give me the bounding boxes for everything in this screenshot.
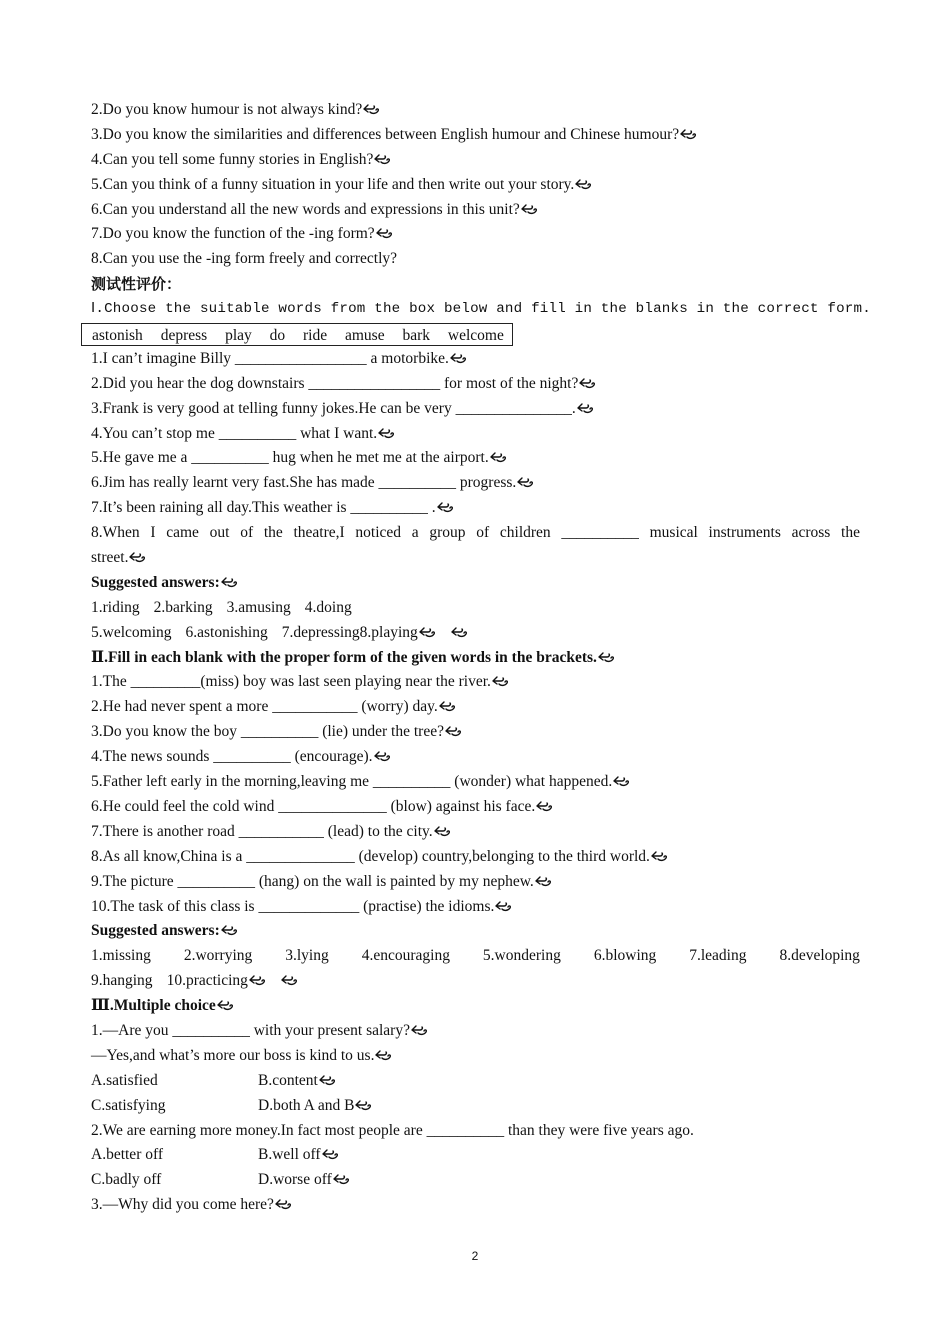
option: D.both A and B xyxy=(258,1096,355,1114)
answer-item: 6.astonishing xyxy=(185,623,268,641)
word-box-item: ride xyxy=(303,327,328,345)
answer-item: 8.developing xyxy=(779,947,860,965)
section1-item8-line2: street. xyxy=(91,546,860,571)
section1-item: 3.Frank is very good at telling funny jokes.He can be very _______________. xyxy=(91,397,860,422)
review-question: 8.Can you use the -ing form freely and correctly? xyxy=(91,250,398,268)
word-box-item: bark xyxy=(402,327,431,345)
answer-item: 5.welcoming xyxy=(91,623,172,641)
section3-question: 2.We are earning more money.In fact most people are __________ than they were five years ago. xyxy=(91,1121,694,1139)
answer-item: 5.wondering xyxy=(482,947,561,965)
section1-item: 7.It’s been raining all day.This weather is __________ . xyxy=(91,496,860,521)
review-question: 7.Do you know the function of the -ing form? xyxy=(91,222,860,247)
option: C.badly off xyxy=(91,1171,162,1189)
word-box-item: depress xyxy=(160,327,208,345)
answer-item: 1.missing xyxy=(91,947,151,965)
section2-item: 8.As all know,China is a ______________ (develop) country,belonging to the third world. xyxy=(91,845,860,870)
answer-item: 7.leading xyxy=(689,947,747,965)
paragraph-mark-icon xyxy=(536,800,553,812)
option-row xyxy=(91,1094,860,1119)
section2-item: 7.There is another road ___________ (lead) to the city. xyxy=(91,820,860,845)
paragraph-mark-icon xyxy=(281,974,298,986)
section1-item8-line1: 8.When I came out of the theatre,I noticed a group of children __________ musical instruments across the xyxy=(91,524,860,542)
paragraph-mark-icon xyxy=(249,974,266,986)
section3-heading: Ⅲ.Multiple choice xyxy=(91,994,860,1019)
assessment-heading: 测试性评价： xyxy=(91,275,182,294)
section2-item: 5.Father left early in the morning,leaving me __________ (wonder) what happened. xyxy=(91,770,860,795)
word-box-item: do xyxy=(269,327,286,345)
word-box-item: welcome xyxy=(447,327,504,345)
section1-item: 5.He gave me a __________ hug when he met me at the airport. xyxy=(91,446,860,471)
paragraph-mark-icon xyxy=(575,178,592,190)
paragraph-mark-icon xyxy=(376,227,393,239)
paragraph-mark-icon xyxy=(492,675,509,687)
section2-item: 6.He could feel the cold wind ______________ (blow) against his face. xyxy=(91,795,860,820)
section2-item: 1.The _________(miss) boy was last seen playing near the river. xyxy=(91,670,860,695)
paragraph-mark-icon xyxy=(221,924,238,936)
section1-answers-row2 xyxy=(91,621,860,646)
option: C.satisfying xyxy=(91,1096,166,1114)
paragraph-mark-icon xyxy=(363,103,380,115)
paragraph-mark-icon xyxy=(445,725,462,737)
paragraph-mark-icon xyxy=(613,775,630,787)
page-content xyxy=(91,98,871,1218)
answer-item: 2.barking xyxy=(153,598,213,616)
paragraph-mark-icon xyxy=(322,1148,339,1160)
review-question: 3.Do you know the similarities and differences between English humour and Chinese humour? xyxy=(91,123,860,148)
section1-instruction: Ⅰ.Choose the suitable words from the box below and fill in the blanks in the correct form. xyxy=(91,301,871,318)
review-question: 4.Can you tell some funny stories in English? xyxy=(91,148,860,173)
review-question: 5.Can you think of a funny situation in your life and then write out your story. xyxy=(91,173,860,198)
paragraph-mark-icon xyxy=(451,626,468,638)
section2-item: 2.He had never spent a more ___________ (worry) day. xyxy=(91,695,860,720)
section1-item: 4.You can’t stop me __________ what I want. xyxy=(91,422,860,447)
paragraph-mark-icon xyxy=(680,128,697,140)
paragraph-mark-icon xyxy=(437,501,454,513)
paragraph-mark-icon xyxy=(598,651,615,663)
paragraph-mark-icon xyxy=(535,875,552,887)
option: A.better off xyxy=(91,1146,164,1164)
option-row xyxy=(91,1168,860,1193)
option: A.satisfied xyxy=(91,1071,158,1089)
paragraph-mark-icon xyxy=(579,377,596,389)
paragraph-mark-icon xyxy=(275,1198,292,1210)
option-row xyxy=(91,1069,860,1094)
review-question: 6.Can you understand all the new words and expressions in this unit? xyxy=(91,198,860,223)
paragraph-mark-icon xyxy=(521,203,538,215)
answer-item: 6.blowing xyxy=(593,947,657,965)
section1-item: 1.I can’t imagine Billy _________________ a motorbike. xyxy=(91,347,860,372)
section2-item: 10.The task of this class is _____________ (practise) the idioms. xyxy=(91,895,860,920)
paragraph-mark-icon xyxy=(439,700,456,712)
word-box xyxy=(81,323,513,346)
paragraph-mark-icon xyxy=(450,352,467,364)
page-number: 2 xyxy=(471,1249,479,1263)
paragraph-mark-icon xyxy=(651,850,668,862)
section3-question: 1.—Are you __________ with your present salary? xyxy=(91,1019,860,1044)
paragraph-mark-icon xyxy=(355,1099,372,1111)
section3-question: 3.—Why did you come here? xyxy=(91,1193,860,1218)
option: D.worse off xyxy=(258,1171,332,1189)
option-row xyxy=(91,1143,860,1168)
section1-item: 6.Jim has really learnt very fast.She has made __________ progress. xyxy=(91,471,860,496)
section1-answers-label: Suggested answers: xyxy=(91,571,860,596)
section2-item: 9.The picture __________ (hang) on the wall is painted by my nephew. xyxy=(91,870,860,895)
paragraph-mark-icon xyxy=(490,451,507,463)
paragraph-mark-icon xyxy=(577,402,594,414)
section3-reply: —Yes,and what’s more our boss is kind to us. xyxy=(91,1044,860,1069)
word-box-item: astonish xyxy=(92,327,143,345)
paragraph-mark-icon xyxy=(375,1049,392,1061)
word-box-item: amuse xyxy=(344,327,385,345)
answer-item: 10.practicing xyxy=(166,972,248,990)
answer-item: 3.lying xyxy=(285,947,329,965)
paragraph-mark-icon xyxy=(221,576,238,588)
paragraph-mark-icon xyxy=(374,153,391,165)
paragraph-mark-icon xyxy=(495,900,512,912)
paragraph-mark-icon xyxy=(374,750,391,762)
paragraph-mark-icon xyxy=(434,825,451,837)
section2-answers-row2 xyxy=(91,969,860,994)
answer-item: 9.hanging xyxy=(91,972,153,990)
paragraph-mark-icon xyxy=(129,551,146,563)
paragraph-mark-icon xyxy=(333,1173,350,1185)
paragraph-mark-icon xyxy=(517,476,534,488)
section1-answers-row1 xyxy=(91,596,860,621)
section2-item: 3.Do you know the boy __________ (lie) under the tree? xyxy=(91,720,860,745)
answer-item: 4.doing xyxy=(304,598,352,616)
section1-item: 2.Did you hear the dog downstairs _________________ for most of the night? xyxy=(91,372,860,397)
section2-answers-row1 xyxy=(91,944,860,969)
paragraph-mark-icon xyxy=(319,1074,336,1086)
answer-item: 7.depressing8.playing xyxy=(281,623,418,641)
section2-heading: Ⅱ.Fill in each blank with the proper form of the given words in the brackets. xyxy=(91,646,860,671)
section2-item: 4.The news sounds __________ (encourage). xyxy=(91,745,860,770)
paragraph-mark-icon xyxy=(411,1024,428,1036)
paragraph-mark-icon xyxy=(378,427,395,439)
paragraph-mark-icon xyxy=(217,999,234,1011)
word-box-row xyxy=(91,322,860,347)
review-question: 2.Do you know humour is not always kind? xyxy=(91,98,860,123)
section2-answers-label: Suggested answers: xyxy=(91,919,860,944)
paragraph-mark-icon xyxy=(419,626,436,638)
answer-item: 4.encouraging xyxy=(361,947,450,965)
answer-item: 3.amusing xyxy=(226,598,291,616)
option: B.well off xyxy=(258,1146,321,1164)
answer-item: 2.worrying xyxy=(183,947,253,965)
option: B.content xyxy=(258,1071,318,1089)
word-box-item: play xyxy=(225,327,252,345)
answer-item: 1.riding xyxy=(91,598,140,616)
